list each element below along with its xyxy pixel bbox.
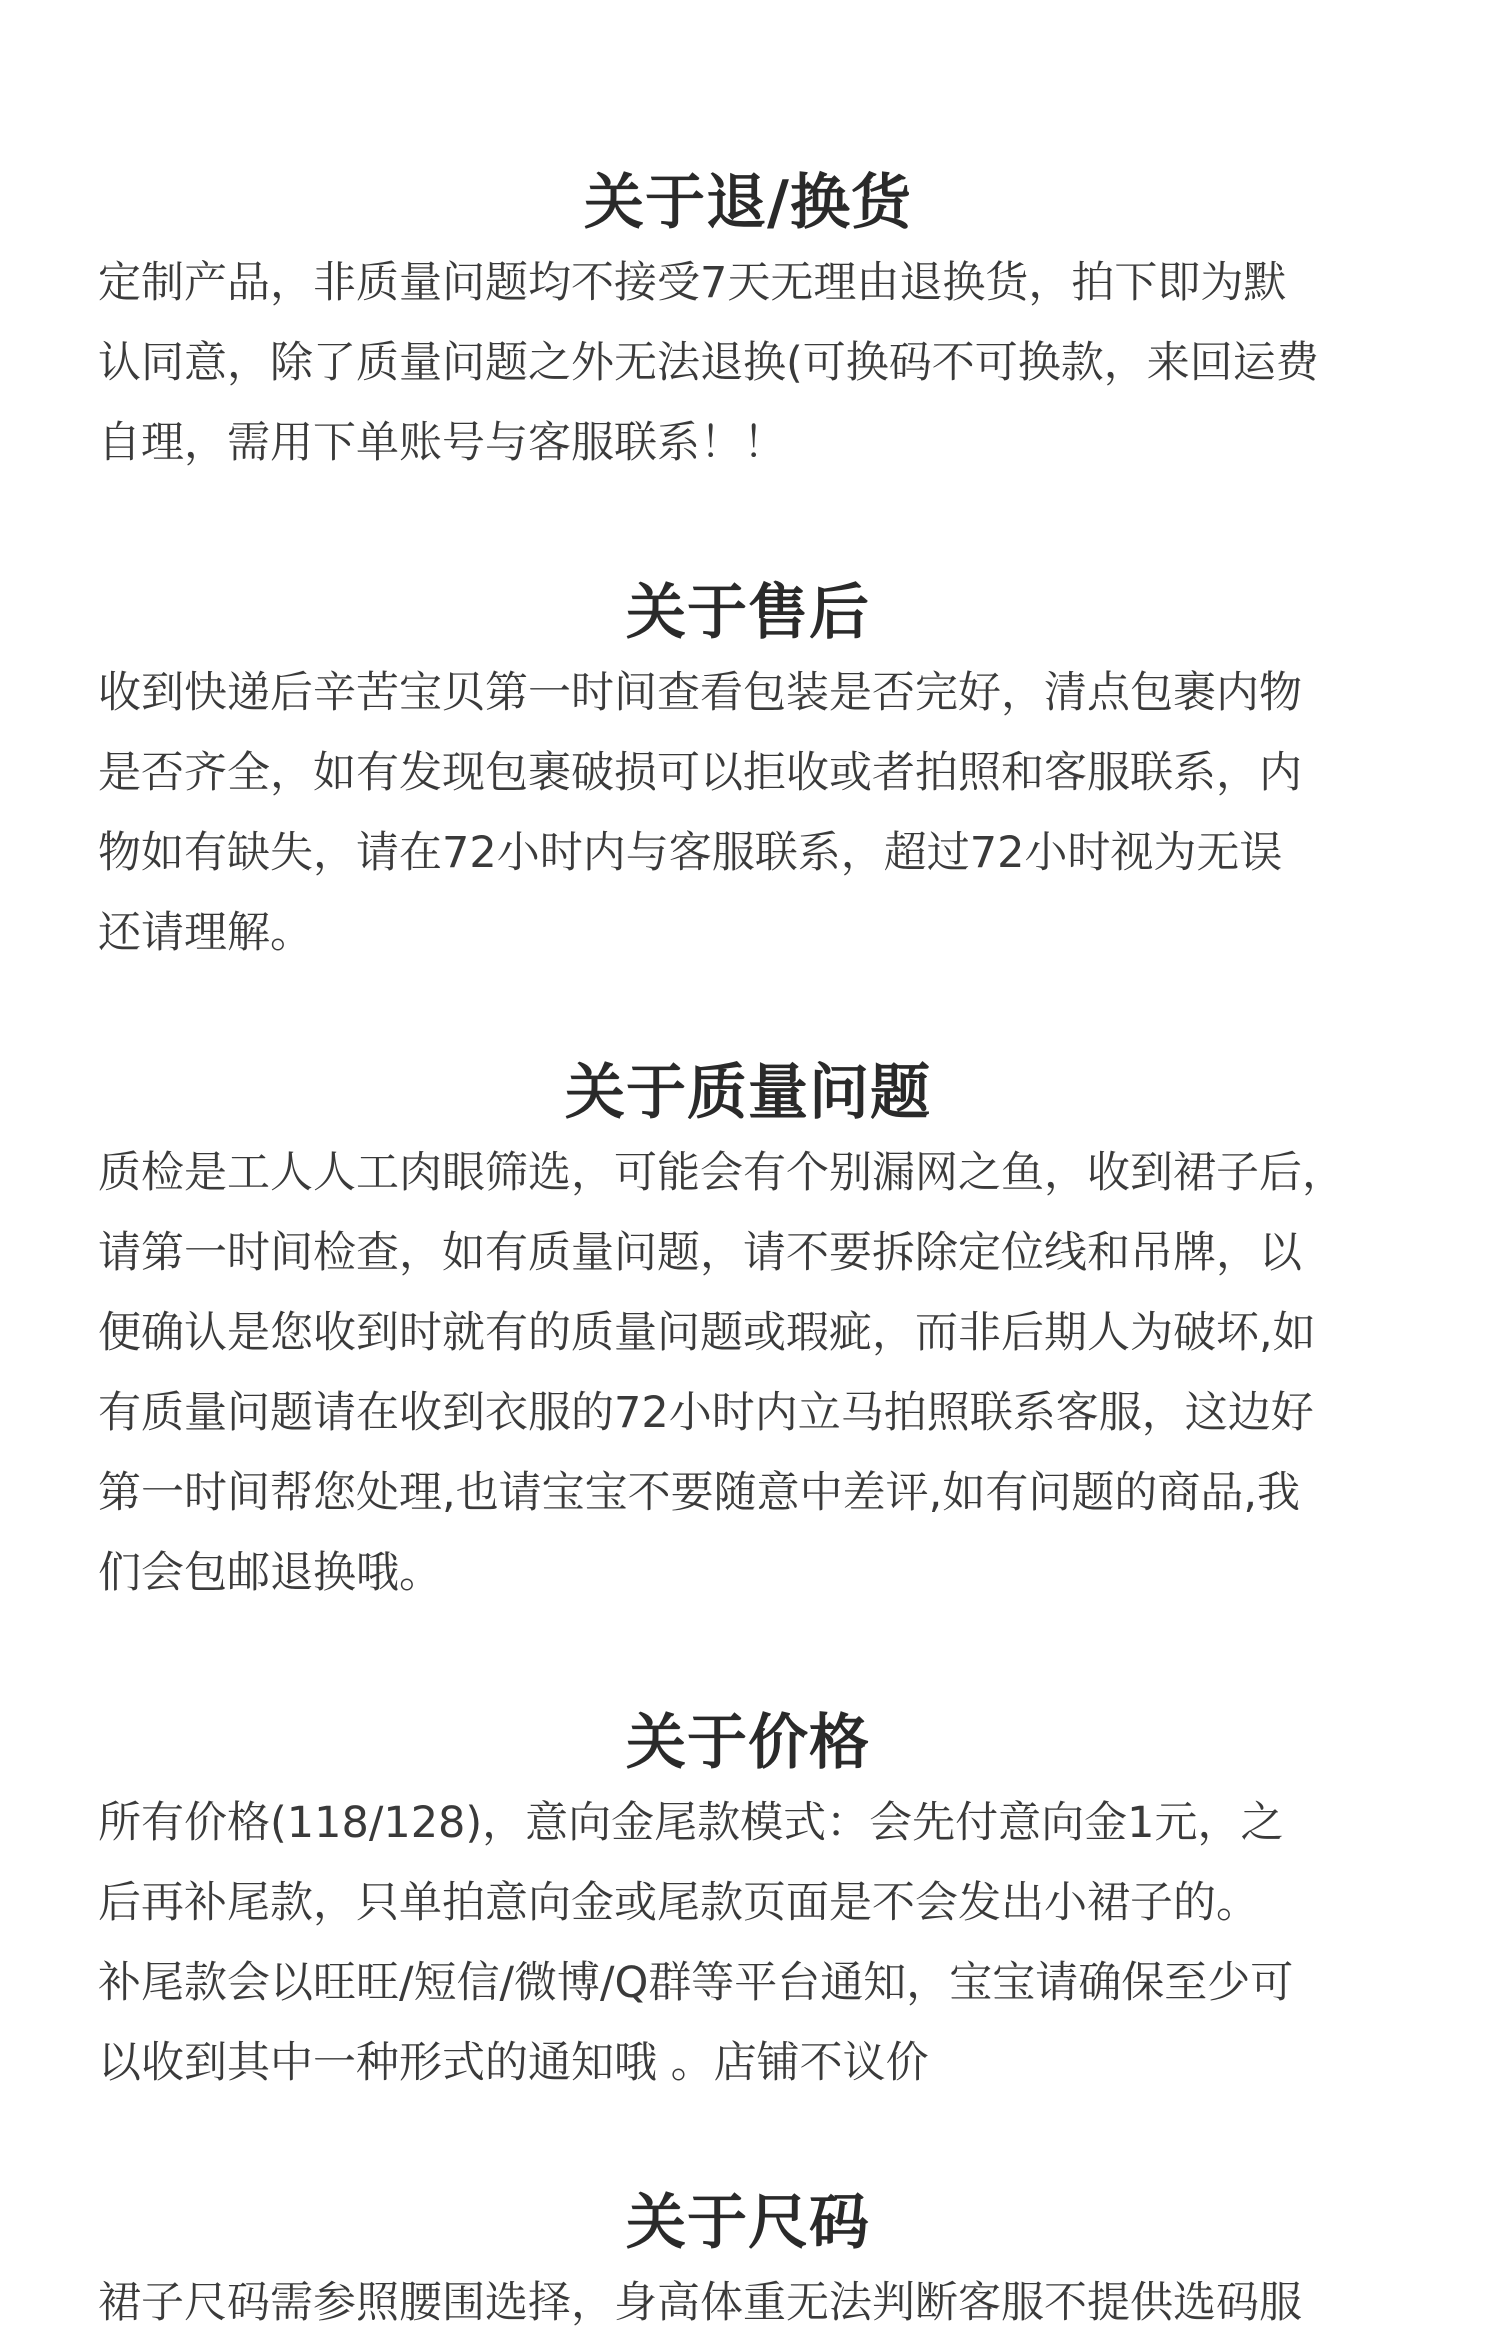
section-title-size: 关于尺码: [626, 2188, 870, 2258]
section-body-after-sales: [98, 653, 1398, 973]
body-line: 补尾款会以旺旺/短信/微博/Q群等平台通知，宝宝请确保至少可: [98, 1958, 1294, 2008]
body-line: 收到快递后辛苦宝贝第一时间查看包装是否完好，清点包裹内物: [98, 668, 1302, 718]
body-line: 定制产品，非质量问题均不接受7天无理由退换货，拍下即为默: [98, 258, 1287, 308]
body-line: 请第一时间检查，如有质量问题，请不要拆除定位线和吊牌，以: [98, 1228, 1302, 1278]
body-line: 们会包邮退换哦。: [98, 1548, 442, 1598]
body-line: 物如有缺失，请在72小时内与客服联系，超过72小时视为无误: [98, 828, 1283, 878]
body-line: 后再补尾款，只单拍意向金或尾款页面是不会发出小裙子的。: [98, 1878, 1259, 1928]
section-body-returns: [98, 243, 1398, 483]
body-line: 以收到其中一种形式的通知哦 。店铺不议价: [98, 2038, 929, 2088]
section-returns: [98, 163, 1398, 483]
section-body-size: [98, 2263, 1398, 2343]
section-title-returns: 关于退/换货: [584, 168, 912, 238]
section-title-price: 关于价格: [626, 1708, 870, 1778]
body-line: 裙子尺码需参照腰围选择，身高体重无法判断客服不提供选码服: [98, 2278, 1302, 2328]
body-line: 便确认是您收到时就有的质量问题或瑕疵，而非后期人为破坏,如: [98, 1308, 1316, 1358]
body-line: 质检是工人人工肉眼筛选，可能会有个别漏网之鱼，收到裙子后，: [98, 1148, 1345, 1198]
body-line: 有质量问题请在收到衣服的72小时内立马拍照联系客服，这边好: [98, 1388, 1314, 1438]
body-line: 还请理解。: [98, 908, 313, 958]
body-line: 第一时间帮您处理,也请宝宝不要随意中差评,如有问题的商品,我: [98, 1468, 1301, 1518]
section-title-after-sales: 关于售后: [626, 578, 870, 648]
section-size: [98, 2183, 1398, 2343]
section-quality: [98, 1053, 1398, 1613]
section-price: [98, 1703, 1398, 2103]
section-body-price: [98, 1783, 1398, 2103]
body-line: 认同意，除了质量问题之外无法退换(可换码不可换款，来回运费: [98, 338, 1319, 388]
body-line: 自理，需用下单账号与客服联系！！: [98, 418, 786, 468]
section-title-quality: 关于质量问题: [565, 1058, 931, 1128]
section-after-sales: [98, 573, 1398, 973]
body-line: 所有价格(118/128)，意向金尾款模式：会先付意向金1元，之: [98, 1798, 1284, 1848]
section-body-quality: [98, 1133, 1398, 1613]
body-line: 是否齐全，如有发现包裹破损可以拒收或者拍照和客服联系，内: [98, 748, 1302, 798]
